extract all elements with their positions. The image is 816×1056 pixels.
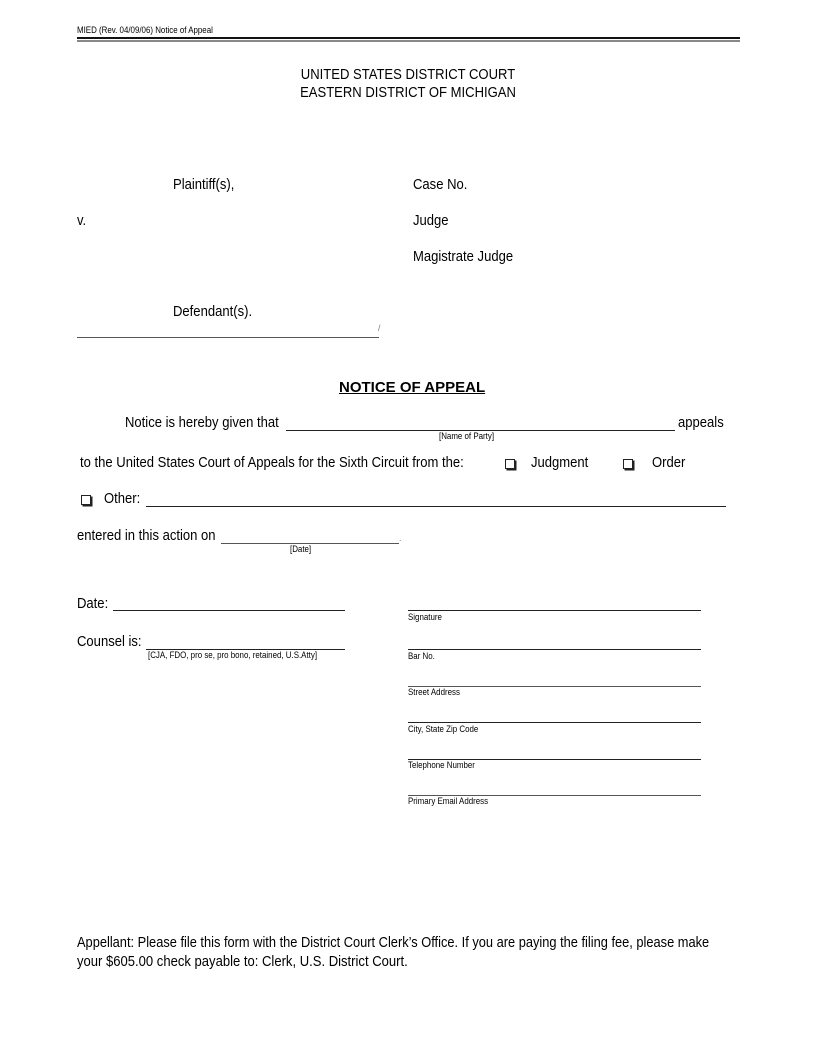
entered-end: .: [399, 533, 402, 544]
to-court-text: to the United States Court of Appeals for the Sixth Circuit from the:: [80, 455, 464, 471]
caption-closing-mark: /: [378, 323, 381, 334]
signature-label: Signature: [408, 612, 442, 622]
footer-instructions-line1: Appellant: Please file this form with the District Court Clerk’s Office. If you are paying the filing fee, please make: [77, 935, 710, 951]
header-rule-shadow: [77, 40, 740, 42]
bar-no-field[interactable]: [408, 649, 701, 650]
signature-field[interactable]: [408, 610, 701, 611]
page-title: NOTICE OF APPEAL: [339, 379, 486, 396]
footer-instructions-line2: your $605.00 check payable to: Clerk, U.S. District Court.: [77, 954, 408, 970]
caption-rule: [77, 337, 379, 338]
appeals-label: appeals: [678, 415, 724, 431]
court-name-line2: EASTERN DISTRICT OF MICHIGAN: [300, 85, 516, 101]
header-rule: [77, 37, 740, 39]
street-address-label: Street Address: [408, 687, 460, 697]
plaintiff-label: Plaintiff(s),: [173, 177, 235, 193]
city-state-zip-field[interactable]: [408, 722, 701, 723]
judgment-checkbox[interactable]: [505, 459, 515, 469]
versus-label: v.: [77, 213, 87, 229]
defendant-label: Defendant(s).: [173, 304, 253, 320]
other-field[interactable]: [146, 506, 726, 507]
date-label: Date:: [77, 596, 109, 612]
order-label: Order: [652, 455, 686, 471]
bar-no-label: Bar No.: [408, 651, 435, 661]
judgment-label: Judgment: [531, 455, 589, 471]
other-label: Other:: [104, 491, 141, 507]
judge-label: Judge: [413, 213, 449, 229]
telephone-label: Telephone Number: [408, 760, 475, 770]
order-checkbox[interactable]: [623, 459, 633, 469]
party-name-hint: [Name of Party]: [439, 431, 495, 441]
counsel-label: Counsel is:: [77, 634, 142, 650]
counsel-hint: [CJA, FDO, pro se, pro bono, retained, U.S.Atty]: [148, 650, 318, 660]
entered-label: entered in this action on: [77, 528, 216, 544]
date-field[interactable]: [113, 610, 345, 611]
case-no-label: Case No.: [413, 177, 468, 193]
notice-intro: Notice is hereby given that: [125, 415, 279, 431]
form-id: MIED (Rev. 04/09/06) Notice of Appeal: [77, 25, 213, 35]
court-name-line1: UNITED STATES DISTRICT COURT: [300, 67, 516, 83]
magistrate-judge-label: Magistrate Judge: [413, 249, 514, 265]
email-label: Primary Email Address: [408, 796, 489, 806]
date-hint: [Date]: [290, 544, 312, 554]
other-checkbox[interactable]: [81, 495, 91, 505]
city-state-zip-label: City, State Zip Code: [408, 724, 479, 734]
